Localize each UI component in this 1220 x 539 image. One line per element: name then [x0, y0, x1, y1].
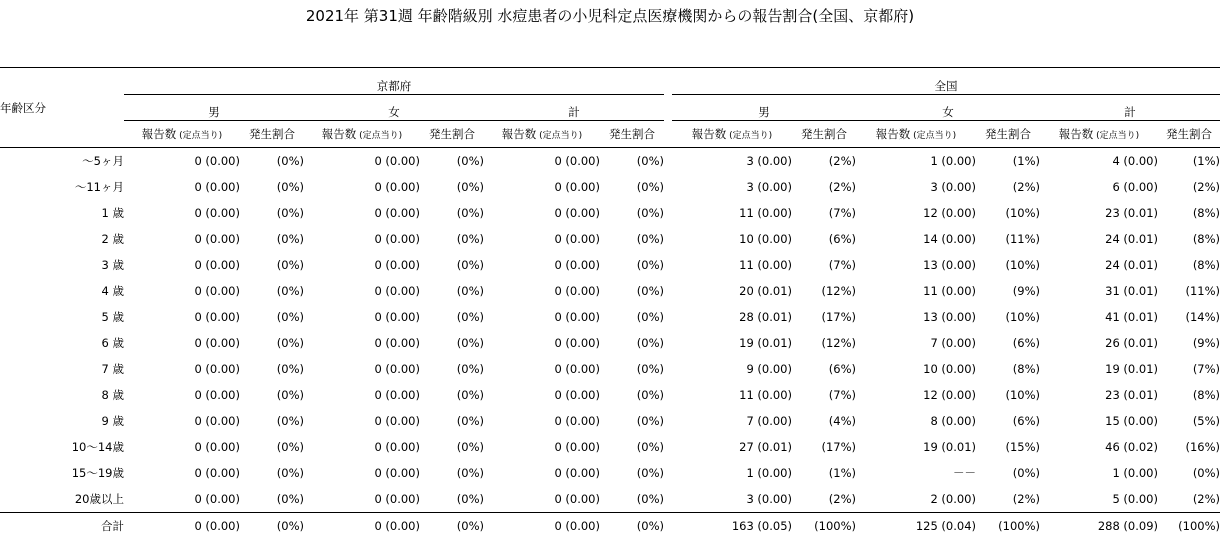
kyoto-report-cell: 0 (0.00): [304, 460, 420, 486]
national-rate-cell: (2%): [792, 148, 856, 175]
kyoto-report-cell: 0 (0.00): [304, 434, 420, 460]
national-report-cell: 6 (0.00): [1040, 174, 1158, 200]
national-rate-cell: (0%): [1158, 460, 1220, 486]
national-report-cell: 15 (0.00): [1040, 408, 1158, 434]
kyoto-rate-header-2: 発生割合: [600, 121, 664, 148]
kyoto-report-cell: 0 (0.00): [124, 460, 240, 486]
national-report-cell: 31 (0.01): [1040, 278, 1158, 304]
kyoto-report-cell: 0 (0.00): [124, 252, 240, 278]
sex-header-kyoto-0: 男: [124, 95, 304, 121]
kyoto-report-cell: 0 (0.00): [124, 513, 240, 539]
national-report-cell: 8 (0.00): [856, 408, 976, 434]
national-rate-cell: (11%): [1158, 278, 1220, 304]
national-rate-cell: (10%): [976, 252, 1040, 278]
kyoto-rate-cell: (0%): [420, 330, 484, 356]
row-gap: [664, 278, 672, 304]
row-gap: [664, 226, 672, 252]
table-row: [0, 330, 1220, 356]
kyoto-report-cell: 0 (0.00): [124, 304, 240, 330]
kyoto-rate-cell: (0%): [600, 408, 664, 434]
row-gap: [664, 382, 672, 408]
row-gap: [664, 200, 672, 226]
national-report-cell: 11 (0.00): [672, 252, 792, 278]
table-row: [0, 382, 1220, 408]
sex-header-national-2: 計: [1040, 95, 1220, 121]
kyoto-report-cell: 0 (0.00): [304, 174, 420, 200]
national-report-cell: 7 (0.00): [856, 330, 976, 356]
national-rate-cell: (7%): [792, 200, 856, 226]
kyoto-report-count-header-0: [124, 121, 240, 148]
kyoto-rate-cell: (0%): [420, 200, 484, 226]
row-gap: [664, 408, 672, 434]
kyoto-rate-cell: (0%): [600, 200, 664, 226]
national-report-count-header-1: [856, 121, 976, 148]
national-report-cell: 19 (0.01): [1040, 356, 1158, 382]
kyoto-rate-cell: (0%): [600, 382, 664, 408]
kyoto-rate-cell: (0%): [600, 486, 664, 513]
table-row: [0, 304, 1220, 330]
table-row: [0, 200, 1220, 226]
kyoto-report-cell: 0 (0.00): [304, 304, 420, 330]
kyoto-report-cell: 0 (0.00): [484, 408, 600, 434]
national-report-cell: 20 (0.01): [672, 278, 792, 304]
per-sentinel-label: (定点当り): [726, 131, 772, 141]
kyoto-rate-cell: (0%): [600, 226, 664, 252]
sex-gap: [664, 95, 672, 121]
kyoto-rate-cell: (0%): [600, 434, 664, 460]
age-label: 10～14歳: [0, 434, 124, 460]
national-report-cell: 10 (0.00): [856, 356, 976, 382]
national-report-cell: 11 (0.00): [672, 200, 792, 226]
national-report-cell: 26 (0.01): [1040, 330, 1158, 356]
age-label: 5 歳: [0, 304, 124, 330]
region-header-national: 全国: [672, 68, 1220, 95]
kyoto-rate-cell: (0%): [240, 174, 304, 200]
kyoto-rate-cell: (0%): [600, 252, 664, 278]
kyoto-report-cell: 0 (0.00): [484, 252, 600, 278]
age-label: 1 歳: [0, 200, 124, 226]
national-rate-cell: (100%): [792, 513, 856, 539]
row-gap: [664, 434, 672, 460]
row-gap: [664, 356, 672, 382]
age-label: 7 歳: [0, 356, 124, 382]
national-rate-cell: (11%): [976, 226, 1040, 252]
national-report-cell: 1 (0.00): [672, 460, 792, 486]
national-report-cell: 19 (0.01): [856, 434, 976, 460]
age-label: ～5ヶ月: [0, 148, 124, 175]
national-rate-cell: (2%): [1158, 486, 1220, 513]
table-row: [0, 148, 1220, 175]
kyoto-report-cell: 0 (0.00): [304, 252, 420, 278]
table-row: [0, 252, 1220, 278]
kyoto-report-cell: 0 (0.00): [484, 174, 600, 200]
national-report-cell: 11 (0.00): [856, 278, 976, 304]
national-rate-header-0: 発生割合: [792, 121, 856, 148]
kyoto-rate-cell: (0%): [600, 460, 664, 486]
kyoto-rate-cell: (0%): [420, 460, 484, 486]
kyoto-report-cell: 0 (0.00): [304, 513, 420, 539]
age-label: 6 歳: [0, 330, 124, 356]
report-count-label: 報告数: [142, 127, 177, 141]
age-category-header: 年齢区分: [0, 68, 124, 148]
national-report-cell: 2 (0.00): [856, 486, 976, 513]
national-rate-cell: (2%): [976, 486, 1040, 513]
row-gap: [664, 513, 672, 539]
kyoto-report-cell: 0 (0.00): [484, 226, 600, 252]
per-sentinel-label: (定点当り): [176, 131, 222, 141]
age-label: 2 歳: [0, 226, 124, 252]
kyoto-report-cell: 0 (0.00): [124, 486, 240, 513]
national-rate-cell: (8%): [1158, 200, 1220, 226]
national-report-cell: 3 (0.00): [672, 148, 792, 175]
kyoto-report-count-header-2: [484, 121, 600, 148]
table-row: [0, 460, 1220, 486]
kyoto-rate-cell: (0%): [240, 278, 304, 304]
national-report-cell: 13 (0.00): [856, 304, 976, 330]
national-rate-cell: (8%): [976, 356, 1040, 382]
national-report-cell: 46 (0.02): [1040, 434, 1158, 460]
kyoto-report-cell: 0 (0.00): [124, 408, 240, 434]
national-rate-cell: (5%): [1158, 408, 1220, 434]
table-row: [0, 356, 1220, 382]
kyoto-report-cell: 0 (0.00): [484, 382, 600, 408]
row-gap: [664, 330, 672, 356]
kyoto-report-cell: 0 (0.00): [304, 226, 420, 252]
national-report-cell: 1 (0.00): [1040, 460, 1158, 486]
row-gap: [664, 460, 672, 486]
national-report-cell: 9 (0.00): [672, 356, 792, 382]
national-rate-cell: (17%): [792, 304, 856, 330]
kyoto-rate-cell: (0%): [240, 304, 304, 330]
kyoto-rate-cell: (0%): [240, 486, 304, 513]
kyoto-report-cell: 0 (0.00): [124, 356, 240, 382]
age-label: 4 歳: [0, 278, 124, 304]
national-rate-cell: (6%): [792, 356, 856, 382]
kyoto-rate-cell: (0%): [240, 226, 304, 252]
national-rate-cell: (2%): [1158, 174, 1220, 200]
national-report-cell: 13 (0.00): [856, 252, 976, 278]
report-count-label: 報告数: [692, 127, 727, 141]
per-sentinel-label: (定点当り): [536, 131, 582, 141]
national-report-cell: 28 (0.01): [672, 304, 792, 330]
national-report-cell: 11 (0.00): [672, 382, 792, 408]
kyoto-rate-cell: (0%): [420, 278, 484, 304]
national-rate-cell: (9%): [1158, 330, 1220, 356]
national-rate-cell: (8%): [1158, 382, 1220, 408]
national-rate-cell: (10%): [976, 200, 1040, 226]
sex-header-kyoto-1: 女: [304, 95, 484, 121]
kyoto-report-cell: 0 (0.00): [124, 174, 240, 200]
kyoto-rate-cell: (0%): [600, 356, 664, 382]
region-gap: [664, 68, 672, 95]
kyoto-report-cell: 0 (0.00): [484, 278, 600, 304]
kyoto-report-cell: 0 (0.00): [484, 513, 600, 539]
kyoto-report-cell: 0 (0.00): [124, 278, 240, 304]
national-report-cell: 3 (0.00): [672, 174, 792, 200]
national-report-cell: 14 (0.00): [856, 226, 976, 252]
kyoto-report-cell: 0 (0.00): [304, 330, 420, 356]
kyoto-report-cell: 0 (0.00): [304, 382, 420, 408]
kyoto-rate-cell: (0%): [240, 513, 304, 539]
kyoto-rate-cell: (0%): [240, 460, 304, 486]
national-rate-cell: (0%): [976, 460, 1040, 486]
kyoto-rate-header-1: 発生割合: [420, 121, 484, 148]
national-report-cell: 3 (0.00): [856, 174, 976, 200]
age-label: ～11ヶ月: [0, 174, 124, 200]
national-rate-cell: (7%): [1158, 356, 1220, 382]
row-gap: [664, 252, 672, 278]
national-rate-cell: (100%): [976, 513, 1040, 539]
national-report-cell: 10 (0.00): [672, 226, 792, 252]
national-rate-cell: (10%): [976, 304, 1040, 330]
kyoto-rate-cell: (0%): [240, 408, 304, 434]
kyoto-report-cell: 0 (0.00): [484, 460, 600, 486]
row-gap: [664, 174, 672, 200]
national-rate-cell: (1%): [792, 460, 856, 486]
kyoto-rate-cell: (0%): [600, 278, 664, 304]
national-rate-cell: (12%): [792, 330, 856, 356]
table-row: [0, 434, 1220, 460]
sex-header-national-0: 男: [672, 95, 856, 121]
kyoto-rate-cell: (0%): [600, 304, 664, 330]
national-report-cell: 12 (0.00): [856, 200, 976, 226]
national-rate-cell: (12%): [792, 278, 856, 304]
total-row: [0, 513, 1220, 539]
national-rate-cell: (15%): [976, 434, 1040, 460]
kyoto-report-cell: 0 (0.00): [304, 356, 420, 382]
kyoto-report-cell: 0 (0.00): [124, 226, 240, 252]
kyoto-rate-cell: (0%): [240, 382, 304, 408]
kyoto-report-cell: 0 (0.00): [304, 486, 420, 513]
age-label: 9 歳: [0, 408, 124, 434]
national-report-cell: 7 (0.00): [672, 408, 792, 434]
national-rate-cell: (16%): [1158, 434, 1220, 460]
kyoto-report-cell: 0 (0.00): [304, 408, 420, 434]
report-count-label: 報告数: [876, 127, 911, 141]
kyoto-rate-cell: (0%): [420, 174, 484, 200]
national-rate-cell: (6%): [976, 330, 1040, 356]
kyoto-rate-cell: (0%): [600, 513, 664, 539]
national-report-count-header-2: [1040, 121, 1158, 148]
per-sentinel-label: (定点当り): [356, 131, 402, 141]
national-rate-cell: (6%): [976, 408, 1040, 434]
age-label: 20歳以上: [0, 486, 124, 513]
sub-gap: [664, 121, 672, 148]
kyoto-report-cell: 0 (0.00): [124, 434, 240, 460]
national-report-cell: 1 (0.00): [856, 148, 976, 175]
kyoto-report-cell: 0 (0.00): [484, 330, 600, 356]
kyoto-report-cell: 0 (0.00): [484, 200, 600, 226]
age-label: 3 歳: [0, 252, 124, 278]
kyoto-report-cell: 0 (0.00): [124, 200, 240, 226]
national-rate-header-1: 発生割合: [976, 121, 1040, 148]
national-rate-cell: (2%): [792, 174, 856, 200]
kyoto-report-cell: 0 (0.00): [484, 486, 600, 513]
national-report-cell: 27 (0.01): [672, 434, 792, 460]
region-header-kyoto: 京都府: [124, 68, 664, 95]
table-row: [0, 408, 1220, 434]
kyoto-report-cell: 0 (0.00): [124, 330, 240, 356]
kyoto-report-cell: 0 (0.00): [304, 148, 420, 175]
national-report-cell: 23 (0.01): [1040, 382, 1158, 408]
national-rate-cell: (2%): [792, 486, 856, 513]
per-sentinel-label: (定点当り): [1093, 131, 1139, 141]
national-report-cell: 4 (0.00): [1040, 148, 1158, 175]
table-row: [0, 486, 1220, 513]
national-rate-cell: (8%): [1158, 226, 1220, 252]
report-table: [0, 67, 1220, 539]
national-report-cell: 288 (0.09): [1040, 513, 1158, 539]
page-title: 2021年 第31週 年齢階級別 水痘患者の小児科定点医療機関からの報告割合(全国、京都府): [0, 6, 1220, 26]
kyoto-rate-cell: (0%): [420, 226, 484, 252]
national-report-cell: 5 (0.00): [1040, 486, 1158, 513]
national-report-cell: 24 (0.01): [1040, 226, 1158, 252]
kyoto-rate-cell: (0%): [240, 434, 304, 460]
kyoto-rate-cell: (0%): [420, 408, 484, 434]
national-rate-cell: (4%): [792, 408, 856, 434]
national-rate-cell: (7%): [792, 382, 856, 408]
kyoto-report-cell: 0 (0.00): [484, 356, 600, 382]
national-report-cell: 12 (0.00): [856, 382, 976, 408]
national-report-cell: 125 (0.04): [856, 513, 976, 539]
sex-header-kyoto-2: 計: [484, 95, 664, 121]
sex-header-national-1: 女: [856, 95, 1040, 121]
report-count-label: 報告数: [322, 127, 357, 141]
kyoto-rate-cell: (0%): [420, 356, 484, 382]
national-rate-cell: (17%): [792, 434, 856, 460]
kyoto-rate-cell: (0%): [420, 382, 484, 408]
kyoto-report-cell: 0 (0.00): [124, 148, 240, 175]
row-gap: [664, 304, 672, 330]
kyoto-rate-cell: (0%): [600, 330, 664, 356]
kyoto-report-cell: 0 (0.00): [484, 304, 600, 330]
table-row: [0, 226, 1220, 252]
kyoto-rate-header-0: 発生割合: [240, 121, 304, 148]
report-count-label: 報告数: [1059, 127, 1094, 141]
kyoto-rate-cell: (0%): [240, 148, 304, 175]
national-report-cell: 41 (0.01): [1040, 304, 1158, 330]
kyoto-rate-cell: (0%): [420, 486, 484, 513]
national-rate-cell: (1%): [976, 148, 1040, 175]
kyoto-rate-cell: (0%): [240, 200, 304, 226]
age-label: 8 歳: [0, 382, 124, 408]
report-count-label: 報告数: [502, 127, 537, 141]
national-rate-cell: (100%): [1158, 513, 1220, 539]
national-rate-cell: (7%): [792, 252, 856, 278]
table-row: [0, 174, 1220, 200]
kyoto-report-cell: 0 (0.00): [304, 200, 420, 226]
age-label: 合計: [0, 513, 124, 539]
kyoto-rate-cell: (0%): [600, 148, 664, 175]
age-label: 15～19歳: [0, 460, 124, 486]
national-rate-cell: (14%): [1158, 304, 1220, 330]
national-rate-header-2: 発生割合: [1158, 121, 1220, 148]
kyoto-report-cell: 0 (0.00): [484, 148, 600, 175]
national-report-cell: 163 (0.05): [672, 513, 792, 539]
kyoto-rate-cell: (0%): [240, 252, 304, 278]
table-row: [0, 278, 1220, 304]
national-rate-cell: (8%): [1158, 252, 1220, 278]
kyoto-report-cell: 0 (0.00): [484, 434, 600, 460]
national-rate-cell: (9%): [976, 278, 1040, 304]
per-sentinel-label: (定点当り): [910, 131, 956, 141]
national-report-count-header-0: [672, 121, 792, 148]
kyoto-rate-cell: (0%): [420, 304, 484, 330]
row-gap: [664, 486, 672, 513]
kyoto-rate-cell: (0%): [600, 174, 664, 200]
kyoto-report-cell: 0 (0.00): [304, 278, 420, 304]
national-rate-cell: (1%): [1158, 148, 1220, 175]
kyoto-rate-cell: (0%): [420, 252, 484, 278]
kyoto-rate-cell: (0%): [240, 330, 304, 356]
national-report-cell: 24 (0.01): [1040, 252, 1158, 278]
kyoto-report-cell: 0 (0.00): [124, 382, 240, 408]
national-rate-cell: (6%): [792, 226, 856, 252]
kyoto-rate-cell: (0%): [420, 434, 484, 460]
national-rate-cell: (2%): [976, 174, 1040, 200]
national-report-cell: 3 (0.00): [672, 486, 792, 513]
kyoto-rate-cell: (0%): [420, 513, 484, 539]
kyoto-rate-cell: (0%): [420, 148, 484, 175]
kyoto-rate-cell: (0%): [240, 356, 304, 382]
kyoto-report-count-header-1: [304, 121, 420, 148]
national-report-cell: 19 (0.01): [672, 330, 792, 356]
national-report-cell: 23 (0.01): [1040, 200, 1158, 226]
national-rate-cell: (10%): [976, 382, 1040, 408]
national-report-cell: －－: [856, 460, 976, 486]
row-gap: [664, 148, 672, 175]
